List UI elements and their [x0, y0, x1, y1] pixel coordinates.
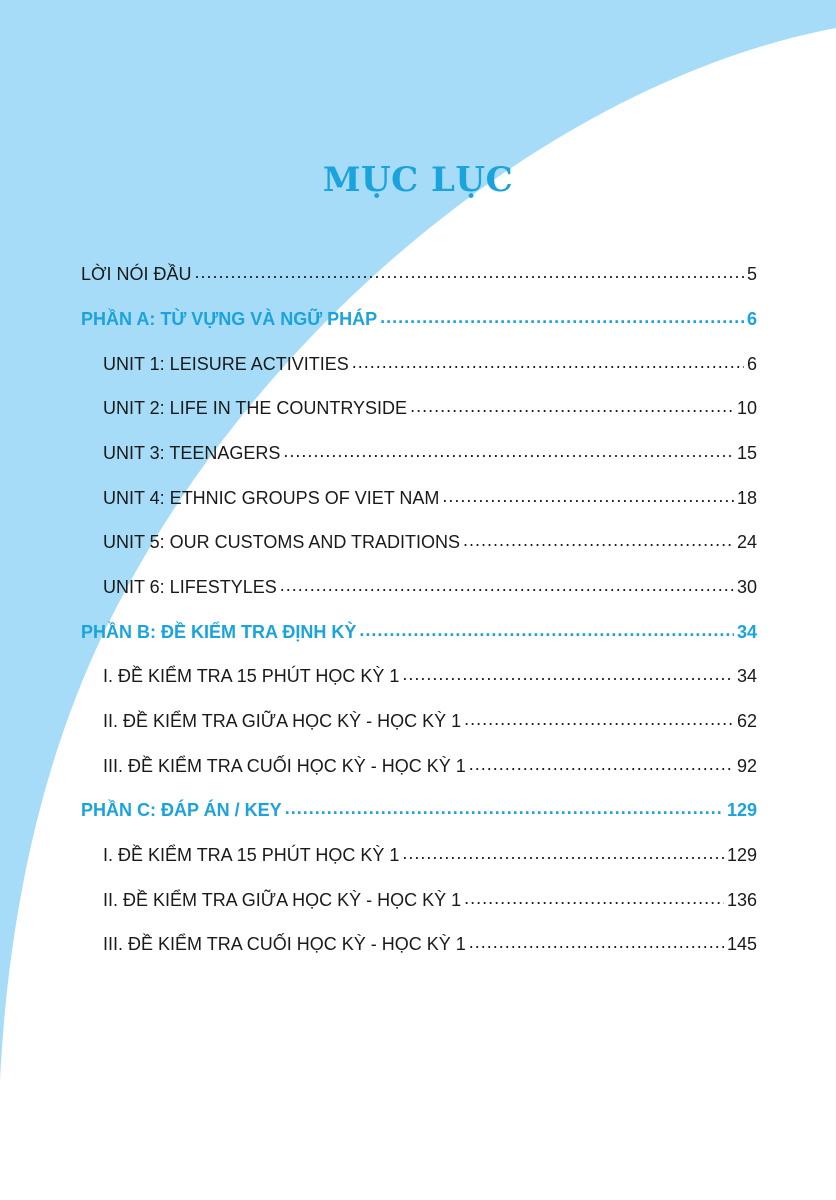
- toc-entry-label: UNIT 5: OUR CUSTOMS AND TRADITIONS: [103, 532, 461, 552]
- toc-entry-page: 136: [726, 890, 757, 910]
- toc-entry-page: 24: [736, 532, 757, 552]
- toc-entry-label: III. ĐỀ KIỂM TRA CUỐI HỌC KỲ - HỌC KỲ 1: [103, 934, 466, 954]
- toc-entry-label: UNIT 3: TEENAGERS: [103, 443, 281, 463]
- toc-leader-dots: [280, 575, 734, 593]
- toc-entry[interactable]: [103, 352, 757, 378]
- toc-entry-label: III. ĐỀ KIỂM TRA CUỐI HỌC KỲ - HỌC KỲ 1: [103, 756, 466, 776]
- toc-section[interactable]: [81, 798, 757, 824]
- toc-leader-dots: [380, 307, 744, 325]
- toc-entry-label: LỜI NÓI ĐẦU: [81, 264, 192, 284]
- toc-entry-label: II. ĐỀ KIỂM TRA GIỮA HỌC KỲ - HỌC KỲ 1: [103, 711, 462, 731]
- toc-section-label: PHẦN C: ĐÁP ÁN / KEY: [81, 800, 282, 820]
- toc-entry[interactable]: [103, 754, 757, 780]
- toc-leader-dots: [194, 262, 744, 280]
- toc-entry[interactable]: [103, 441, 757, 467]
- toc-section-page: 129: [726, 800, 757, 820]
- toc-entry-page: 30: [736, 577, 757, 597]
- page-title: MỤC LỤC: [322, 160, 514, 200]
- toc-entry-label: UNIT 4: ETHNIC GROUPS OF VIET NAM: [103, 488, 440, 508]
- toc-section-label: PHẦN A: TỪ VỰNG VÀ NGỮ PHÁP: [81, 309, 378, 329]
- toc-leader-dots: [442, 486, 734, 504]
- toc-leader-dots: [283, 441, 734, 459]
- toc-entry-label: I. ĐỀ KIỂM TRA 15 PHÚT HỌC KỲ 1: [103, 845, 400, 865]
- toc-entry-page: 15: [736, 443, 757, 463]
- toc-section-page: 6: [746, 309, 757, 329]
- toc-entry-page: 10: [736, 398, 757, 418]
- toc-leader-dots: [402, 664, 734, 682]
- toc-entry[interactable]: [103, 575, 757, 601]
- toc-entry[interactable]: [103, 709, 757, 735]
- toc-entry[interactable]: [103, 486, 757, 512]
- toc-leader-dots: [464, 709, 734, 727]
- toc-entry[interactable]: [103, 932, 757, 958]
- toc-section-label: PHẦN B: ĐỀ KIỂM TRA ĐỊNH KỲ: [81, 622, 357, 642]
- toc-entry[interactable]: [103, 664, 757, 690]
- toc-entry-label: II. ĐỀ KIỂM TRA GIỮA HỌC KỲ - HỌC KỲ 1: [103, 890, 462, 910]
- toc-leader-dots: [469, 932, 724, 950]
- toc-leader-dots: [359, 620, 734, 638]
- toc-entry-page: 62: [736, 711, 757, 731]
- toc-leader-dots: [410, 396, 734, 414]
- toc-leader-dots: [469, 754, 734, 772]
- toc-leader-dots: [402, 843, 724, 861]
- toc-entry-label: I. ĐỀ KIỂM TRA 15 PHÚT HỌC KỲ 1: [103, 666, 400, 686]
- toc-section-page: 34: [736, 622, 757, 642]
- toc-section[interactable]: [81, 620, 757, 646]
- toc-entry[interactable]: [103, 888, 757, 914]
- toc-leader-dots: [463, 530, 734, 548]
- toc-entry-page: 145: [726, 934, 757, 954]
- toc-section[interactable]: [81, 307, 757, 333]
- toc-entry[interactable]: [103, 530, 757, 556]
- toc-leader-dots: [285, 798, 724, 816]
- toc-leader-dots: [352, 352, 744, 370]
- toc-entry-label: UNIT 6: LIFESTYLES: [103, 577, 277, 597]
- toc-leader-dots: [464, 888, 724, 906]
- toc-entry-page: 18: [736, 488, 757, 508]
- toc-entry-label: UNIT 2: LIFE IN THE COUNTRYSIDE: [103, 398, 408, 418]
- toc-entry-page: 5: [746, 264, 757, 284]
- toc-entry-page: 34: [736, 666, 757, 686]
- toc-entry[interactable]: [103, 396, 757, 422]
- toc-entry-page: 6: [746, 354, 757, 374]
- toc-entry[interactable]: [103, 843, 757, 869]
- toc-entry-page: 92: [736, 756, 757, 776]
- toc-entry[interactable]: [81, 262, 757, 288]
- toc-entry-page: 129: [726, 845, 757, 865]
- toc-entry-label: UNIT 1: LEISURE ACTIVITIES: [103, 354, 349, 374]
